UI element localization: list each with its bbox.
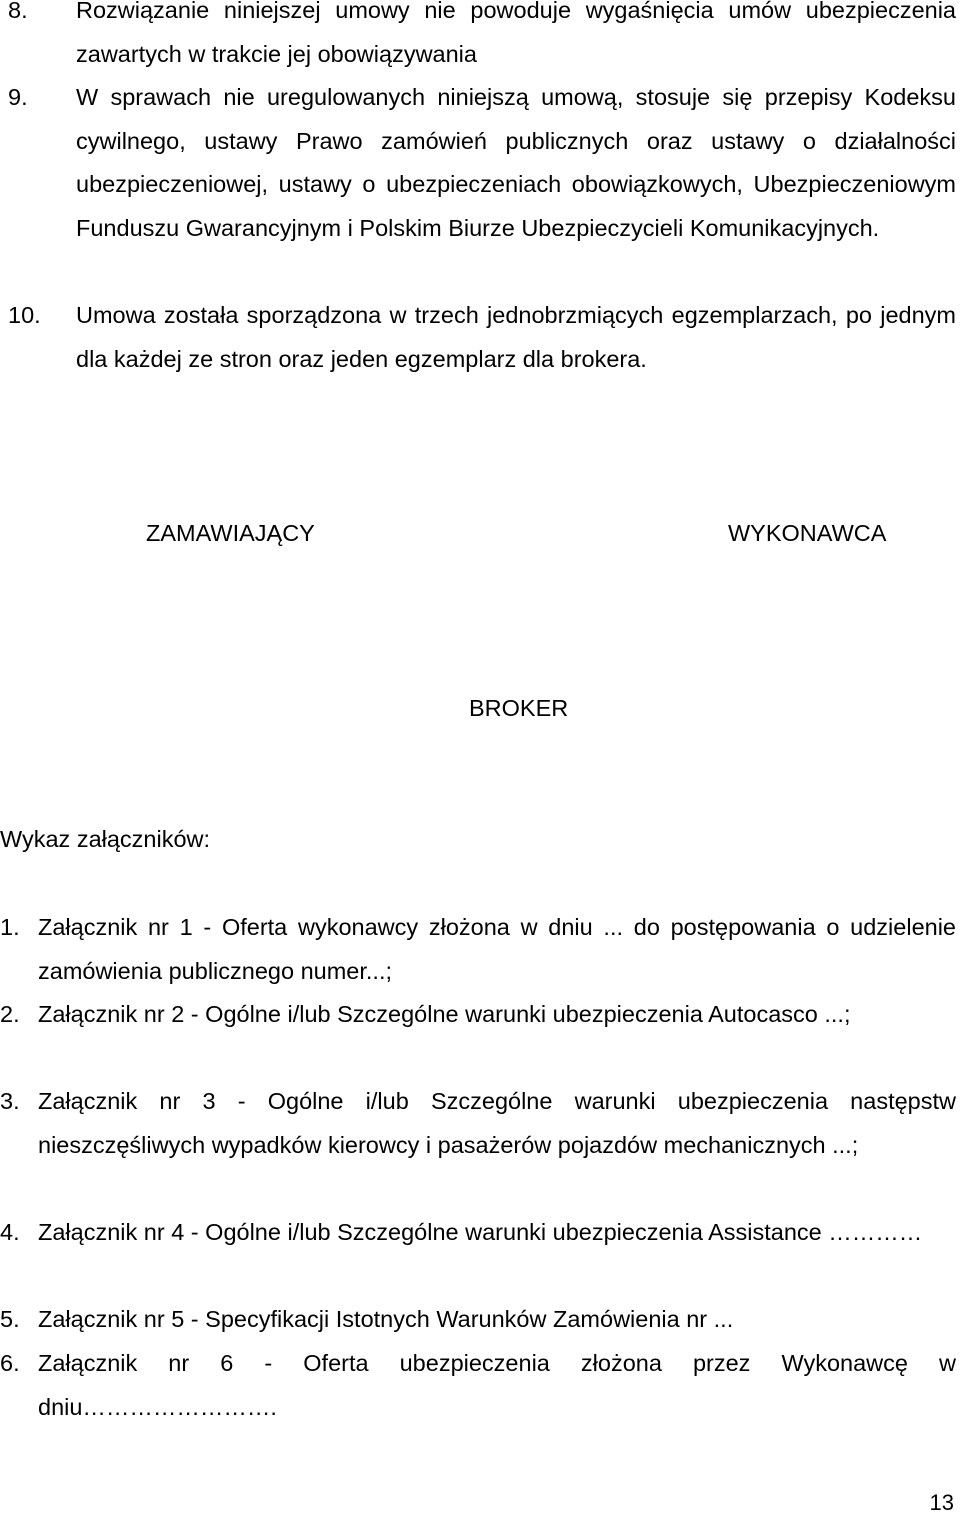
page-number: 13 [929, 1490, 954, 1515]
attachment-4 [0, 1211, 956, 1255]
clause-number: 10. [8, 302, 41, 328]
clause-text: Rozwiązanie niniejszej umowy nie powoduje wygaśnięcia umów ubezpieczenia zawartych w trakcie jej obowiązywania [76, 0, 956, 67]
attachment-number: 6. [0, 1350, 20, 1376]
attachment-2 [0, 993, 956, 1037]
attachment-text: Załącznik nr 2 - Ogólne i/lub Szczególne warunki ubezpieczenia Autocasco ...; [38, 1001, 851, 1027]
signature-broker: BROKER [469, 695, 569, 721]
signature-zamawiajacy: ZAMAWIAJĄCY [146, 520, 315, 546]
attachment-number: 1. [0, 914, 20, 940]
clause-8 [0, 0, 956, 76]
clause-number: 9. [8, 84, 28, 110]
clause-10 [0, 294, 956, 381]
attachment-number: 5. [0, 1306, 20, 1332]
attachment-text: Załącznik nr 4 - Ogólne i/lub Szczególne warunki ubezpieczenia Assistance ………… [38, 1219, 923, 1245]
attachment-text: Załącznik nr 3 - Ogólne i/lub Szczególne warunki ubezpieczenia następstw nieszczęśliwych wypadków kierowcy i pasażerów pojazdów mechanicznych ...; [38, 1088, 956, 1158]
attachment-text: Załącznik nr 1 - Oferta wykonawcy złożona w dniu ... do postępowania o udzielenie zamówienia publicznego numer...; [38, 914, 956, 984]
attachment-text: Załącznik nr 6 - Oferta ubezpieczenia złożona przez Wykonawcę w dniu……………………. [38, 1350, 956, 1420]
attachment-3 [0, 1080, 956, 1167]
clause-text: W sprawach nie uregulowanych niniejszą umową, stosuje się przepisy Kodeksu cywilnego, ustawy Prawo zamówień publicznych oraz ustawy o działalności ubezpieczeniowej, ustawy o ubezpieczeniach obowiązkowych, Ubezpieczeniowym Funduszu Gwarancyjnym i Polskim Biurze Ubezpieczycieli Komunikacyjnych. [76, 84, 956, 241]
attachments-heading: Wykaz załączników: [0, 826, 211, 852]
attachment-6 [0, 1342, 956, 1429]
clause-9 [0, 76, 956, 250]
attachment-1 [0, 906, 956, 993]
signature-wykonawca: WYKONAWCA [728, 520, 887, 546]
attachment-number: 4. [0, 1219, 20, 1245]
attachment-5 [0, 1298, 956, 1342]
attachment-number: 3. [0, 1088, 20, 1114]
attachment-text: Załącznik nr 5 - Specyfikacji Istotnych Warunków Zamówienia nr ... [38, 1306, 734, 1332]
clause-text: Umowa została sporządzona w trzech jednobrzmiących egzemplarzach, po jednym dla każdej ze stron oraz jeden egzemplarz dla brokera. [76, 302, 956, 372]
attachment-number: 2. [0, 1001, 20, 1027]
clause-number: 8. [8, 0, 28, 23]
